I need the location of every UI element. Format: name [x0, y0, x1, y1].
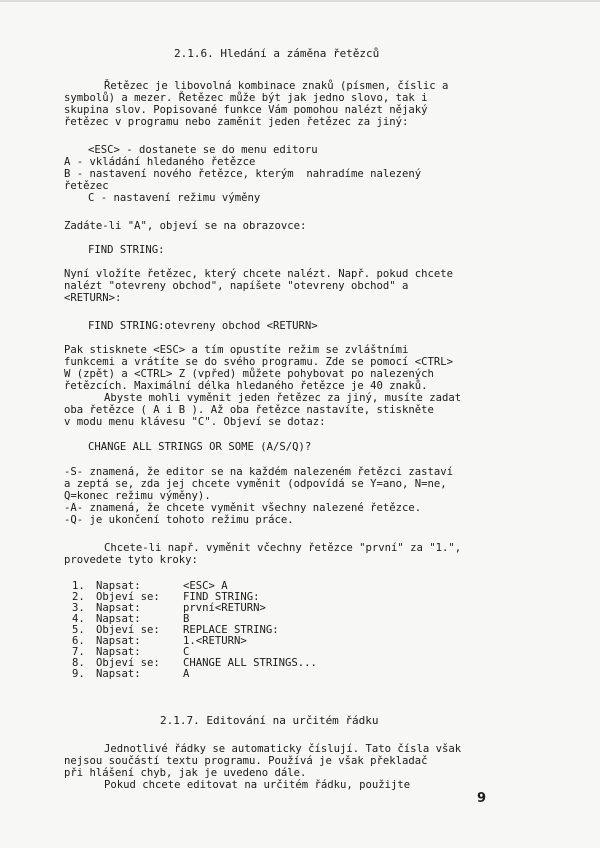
step-number: 7.	[72, 646, 85, 658]
option-s-line-2: a zeptá se, zda jej chcete vyměnit (odpovídá se Y=ano, N=ne,	[64, 478, 447, 490]
change-prompt: CHANGE ALL STRINGS OR SOME (A/S/Q)?	[88, 441, 312, 453]
key-b: B - nastavení nového řetězce, kterým nahradíme nalezený	[64, 168, 422, 180]
section-heading-2-1-7: 2.1.7. Editování na určitém řádku	[160, 714, 379, 727]
option-q: -Q- je ukončení tohoto režimu práce.	[64, 514, 294, 526]
step-action: Objeví se:	[96, 657, 160, 669]
step-number: 1.	[72, 580, 85, 592]
pak-line-5: Abyste mohli vyměnit jeden řetězec za jiný, musíte zadat	[104, 392, 462, 404]
pak-line-2: funkcemi a vrátíte se do svého programu. Zde se pomocí <CTRL>	[64, 356, 454, 368]
step-action: Objeví se:	[96, 591, 160, 603]
scan-edge	[0, 0, 600, 2]
step-value: FIND STRING:	[183, 591, 260, 603]
pak-line-6: oba řetězce ( A i B ). Až oba řetězce nastavíte, stiskněte	[64, 404, 434, 416]
step-number: 2.	[72, 591, 85, 603]
nyni-line-3: <RETURN>:	[64, 292, 122, 304]
step-value: A	[183, 668, 190, 680]
page-number: 9	[477, 791, 487, 806]
step-value: první<RETURN>	[183, 602, 266, 614]
find-prompt: FIND STRING:	[88, 244, 165, 256]
option-s-line-1: -S- znamená, že editor se na každém nalezeném řetězci zastaví	[64, 466, 454, 478]
option-a: -A- znamená, že chcete vyměnit všechny nalezené řetězce.	[64, 502, 422, 514]
step-number: 3.	[72, 602, 85, 614]
step-action: Objeví se:	[96, 624, 160, 636]
intro-line-1: Řetězec je libovolná kombinace znaků (písmen, číslic a	[104, 80, 449, 92]
pak-line-4: řetězcích. Maximální délka hledaného řetězce je 40 znaků.	[64, 380, 428, 392]
key-a: A - vkládání hledaného řetězce	[64, 156, 256, 168]
pak-line-1: Pak stisknete <ESC> a tím opustíte režim se zvláštními	[64, 344, 409, 356]
intro-line-4: řetězec v programu nebo zaměnit jeden řetězec za jiný:	[64, 116, 409, 128]
s217-line-1: Jednotlivé řádky se automaticky číslují. Tato čísla však	[104, 743, 462, 755]
step-action: Napsat:	[96, 646, 141, 658]
s217-line-2: nejsou součástí textu programu. Používá je však překladač	[64, 755, 428, 767]
find-example: FIND STRING:otevreny obchod <RETURN>	[88, 320, 318, 332]
intro-line-3: skupina slov. Popisované funkce Vám pomohou nalézt nějaký	[64, 104, 428, 116]
pak-line-7: v modu menu klávesu "C". Objeví se dotaz:	[64, 416, 326, 428]
nyni-line-1: Nyní vložíte řetězec, který chcete nalézt. Např. pokud chcete	[64, 268, 454, 280]
intro-line-2: symbolů) a mezer. Řetězec může být jak jedno slovo, tak i	[64, 92, 428, 104]
step-action: Napsat:	[96, 602, 141, 614]
section-heading-2-1-6: 2.1.6. Hledání a záměna řetězců	[174, 47, 380, 60]
key-c: C - nastavení režimu výměny	[88, 192, 261, 204]
step-action: Napsat:	[96, 635, 141, 647]
s217-line-3: při hlášení chyb, jak je uvedeno dále.	[64, 767, 307, 779]
step-value: CHANGE ALL STRINGS...	[183, 657, 317, 669]
key-esc: <ESC> - dostanete se do menu editoru	[88, 144, 318, 156]
step-value: <ESC> A	[183, 580, 228, 592]
option-s-line-3: Q=konec režimu výměny).	[64, 490, 211, 502]
step-number: 6.	[72, 635, 85, 647]
step-action: Napsat:	[96, 613, 141, 625]
pak-line-3: W (zpět) a <CTRL> Z (vpřed) můžete pohybovat po nalezených	[64, 368, 434, 380]
step-number: 5.	[72, 624, 85, 636]
zadate-line: Zadáte-li "A", objeví se na obrazovce:	[64, 220, 307, 232]
step-number: 8.	[72, 657, 85, 669]
chcete-line-1: Chcete-li např. vyměnit včechny řetězce "první" za "1.",	[104, 542, 462, 554]
step-value: C	[183, 646, 190, 658]
step-value: REPLACE STRING:	[183, 624, 279, 636]
step-action: Napsat:	[96, 580, 141, 592]
step-number: 4.	[72, 613, 85, 625]
step-number: 9.	[72, 668, 85, 680]
step-action: Napsat:	[96, 668, 141, 680]
s217-line-4: Pokud chcete editovat na určitém řádku, použijte	[104, 779, 411, 791]
step-value: 1.<RETURN>	[183, 635, 247, 647]
step-value: B	[183, 613, 190, 625]
nyni-line-2: nalézt "otevreny obchod", napíšete "otevreny obchod" a	[64, 280, 409, 292]
key-b-cont: řetězec	[64, 180, 109, 192]
chcete-line-2: provedete tyto kroky:	[64, 554, 198, 566]
